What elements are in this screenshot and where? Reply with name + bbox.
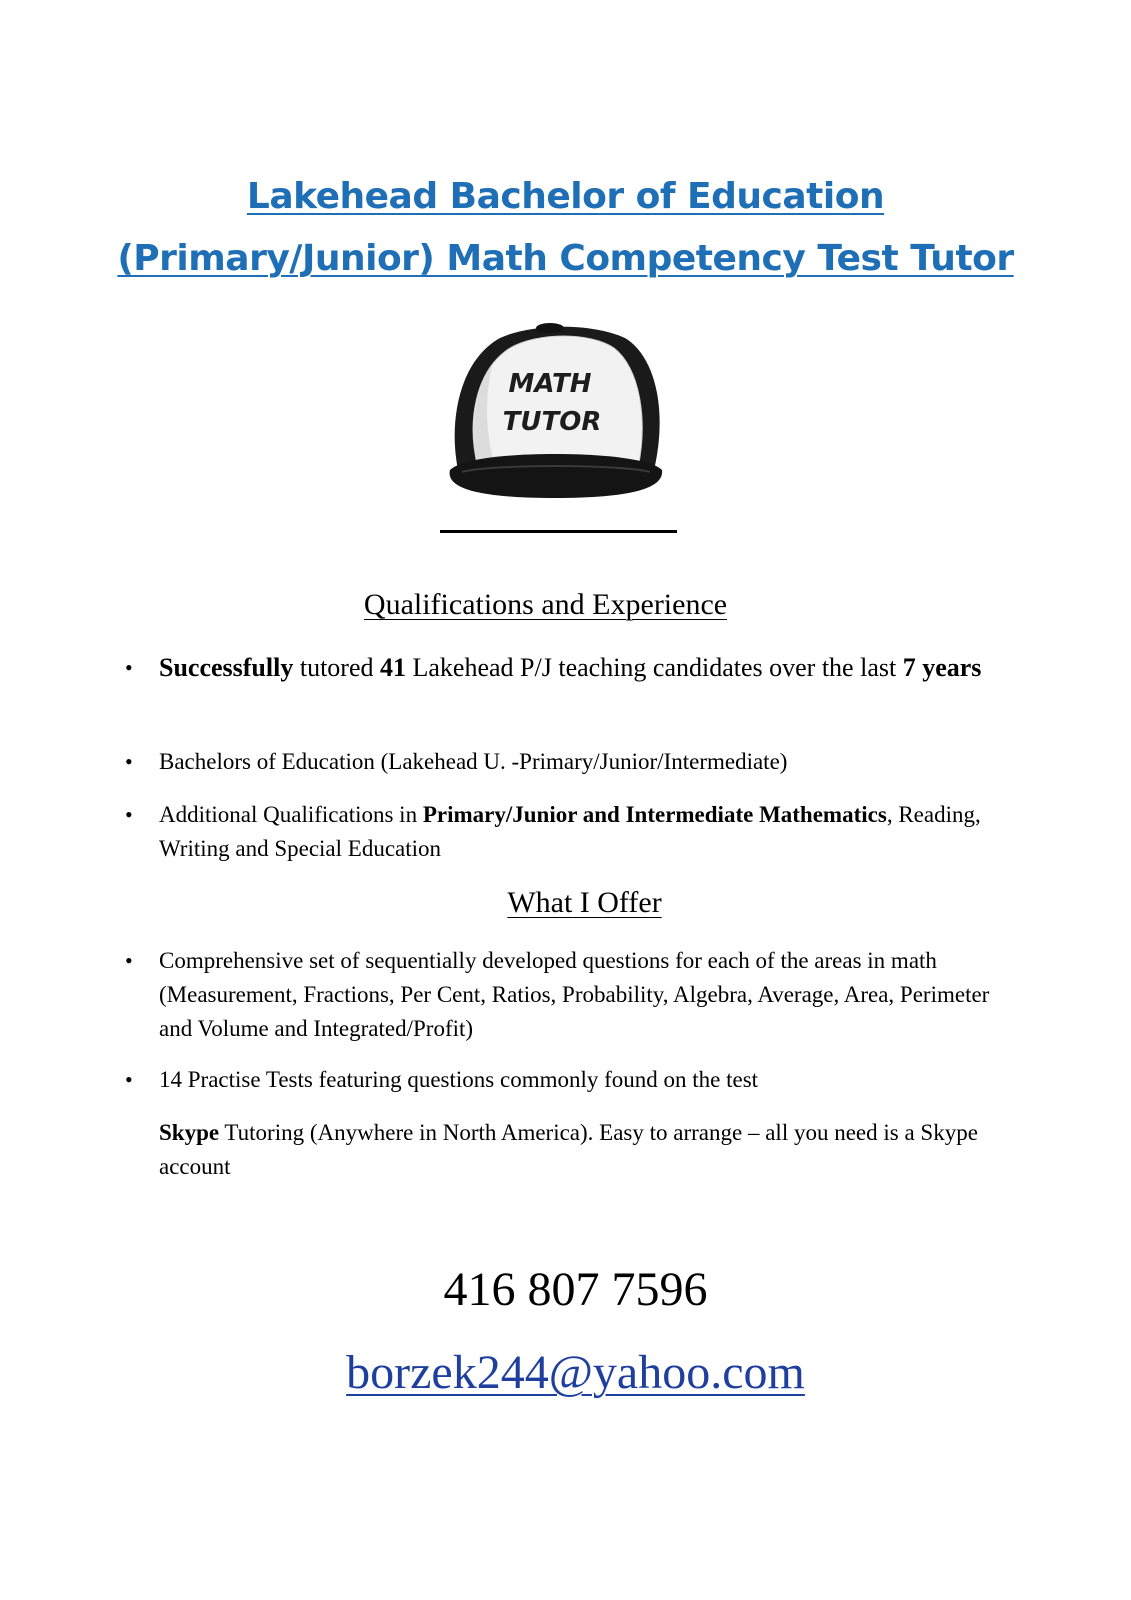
image-underline-rule xyxy=(440,530,677,533)
offer-heading: What I Offer xyxy=(507,886,662,919)
text-run: 14 Practise Tests featuring questions commonly found on the test xyxy=(159,1067,759,1092)
offer-item xyxy=(125,1063,1009,1097)
text-run: Bachelors of Education (Lakehead U. -Primary/Junior/Intermediate) xyxy=(159,749,788,774)
email-link[interactable]: borzek244@yahoo.com xyxy=(346,1346,805,1399)
bold-text-run: Skype xyxy=(159,1120,220,1145)
qualifications-heading: Qualifications and Experience xyxy=(363,588,728,621)
offer-text xyxy=(159,948,989,1041)
qualification-item xyxy=(125,648,1009,687)
bullet-icon: • xyxy=(125,802,133,827)
skype-note xyxy=(159,1116,1009,1184)
offer-text xyxy=(159,1067,758,1092)
qualification-item xyxy=(125,745,1009,779)
bullet-icon: • xyxy=(125,948,133,973)
text-run: Additional Qualifications in xyxy=(159,802,423,827)
phone-number: 416 807 7596 xyxy=(443,1263,708,1316)
bold-text-run: Primary/Junior and Intermediate Mathematics xyxy=(422,802,887,827)
text-run: , Reading, Writing and Special Education xyxy=(159,802,981,861)
title-line-2: (Primary/Junior) Math Competency Test Tutor xyxy=(117,238,1014,279)
cap-text-math: MATH xyxy=(508,369,592,399)
offer-item xyxy=(125,944,1009,1046)
qualification-text xyxy=(159,802,981,861)
qualification-item xyxy=(125,798,1009,866)
bold-text-run: 41 xyxy=(380,653,406,682)
qualification-text xyxy=(159,653,981,682)
text-run: Comprehensive set of sequentially developed questions for each of the areas in math (Measurement, Fractions, Per Cent, Ratios, Probability, Algebra, Average, Area, Perimeter and Volume and Integrated/Profit) xyxy=(159,948,990,1041)
qualification-text xyxy=(159,749,787,774)
bold-text-run: Successfully xyxy=(159,653,294,682)
title-line-1: Lakehead Bachelor of Education xyxy=(246,176,885,217)
text-run: Tutoring (Anywhere in North America). Easy to arrange – all you need is a Skype account xyxy=(159,1120,978,1179)
text-run: tutored xyxy=(293,653,380,682)
bold-text-run: 7 years xyxy=(902,653,982,682)
math-tutor-cap-image xyxy=(440,320,670,510)
bullet-icon: • xyxy=(125,1067,133,1092)
bullet-icon: • xyxy=(125,655,133,680)
bullet-icon: • xyxy=(125,749,133,774)
skype-note-text xyxy=(159,1120,978,1179)
cap-text-tutor: TUTOR xyxy=(502,407,602,437)
text-run: Lakehead P/J teaching candidates over the last xyxy=(406,653,903,682)
